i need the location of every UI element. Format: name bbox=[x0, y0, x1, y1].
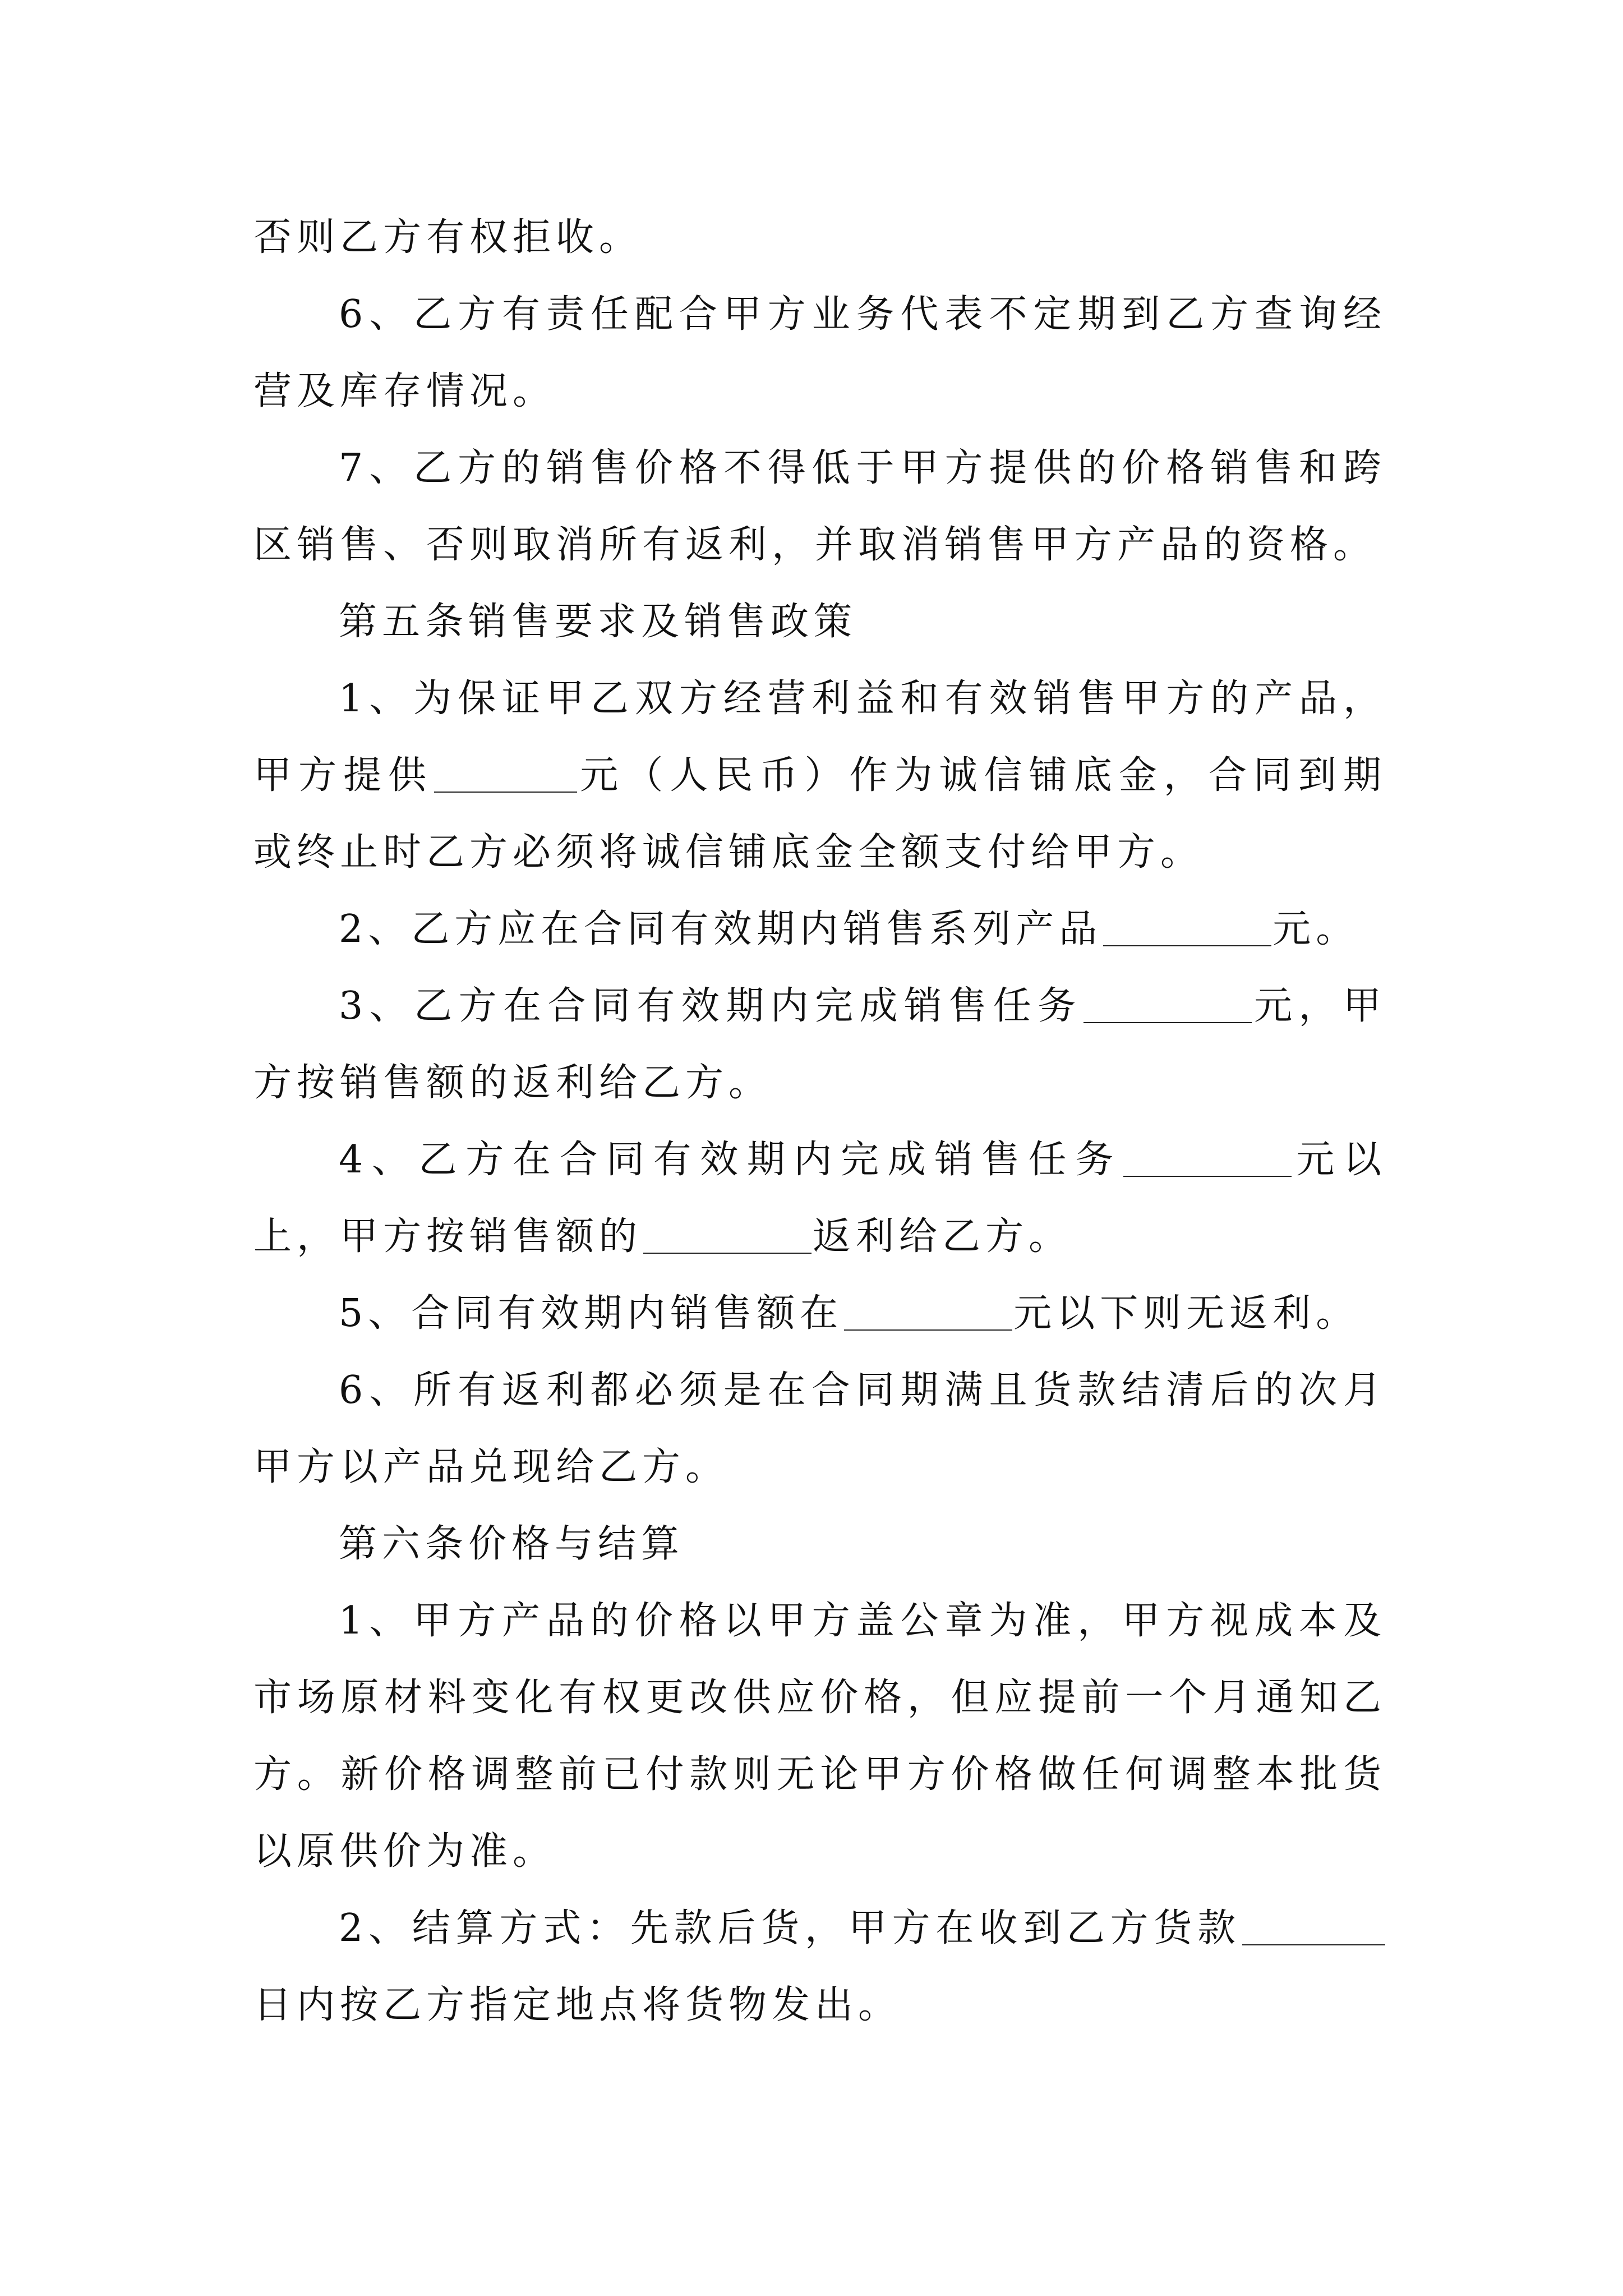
paragraph-text: 6、所有返利都必须是在合同期满且货款结清后的次月甲方以产品兑现给乙方。 bbox=[253, 1368, 1386, 1489]
paragraph-text: 元以上，甲方按销售额的 bbox=[253, 1138, 1386, 1259]
paragraph-text: 否则乙方有权拒收。 bbox=[253, 215, 643, 260]
paragraph-text: 4、乙方在合同有效期内完成销售任务 bbox=[339, 1138, 1122, 1182]
paragraph-text: 元以下则无返利。 bbox=[1013, 1291, 1359, 1336]
fill-in-blank bbox=[844, 1291, 1012, 1331]
paragraph-article6-item2 bbox=[253, 1890, 1386, 2044]
paragraph-text: 元。 bbox=[1272, 907, 1359, 951]
paragraph-text: 元，甲方按销售额的返利给乙方。 bbox=[253, 984, 1386, 1105]
paragraph-article5-item4 bbox=[253, 1121, 1386, 1275]
paragraph-text: 日内按乙方指定地点将货物发出。 bbox=[253, 1983, 902, 2027]
fill-in-blank bbox=[1123, 1138, 1292, 1177]
paragraph-reject-clause bbox=[253, 199, 1386, 276]
paragraph-clause-6-inventory bbox=[253, 276, 1386, 430]
heading-text: 第六条价格与结算 bbox=[339, 1522, 685, 1566]
paragraph-text: 2、乙方应在合同有效期内销售系列产品 bbox=[339, 907, 1103, 951]
paragraph-article5-item5 bbox=[253, 1275, 1386, 1352]
fill-in-blank bbox=[1242, 1906, 1385, 1945]
fill-in-blank bbox=[434, 753, 577, 793]
fill-in-blank bbox=[1083, 984, 1252, 1023]
paragraph-article5-item1 bbox=[253, 660, 1386, 891]
paragraph-text: 1、为保证甲乙双方经营利益和有效销售甲方的产品，甲方提供 bbox=[253, 677, 1386, 798]
paragraph-text: 3、乙方在合同有效期内完成销售任务 bbox=[339, 984, 1082, 1028]
heading-text: 第五条销售要求及销售政策 bbox=[339, 600, 857, 644]
section-heading-article-5 bbox=[253, 583, 1386, 660]
section-heading-article-6 bbox=[253, 1506, 1386, 1582]
fill-in-blank bbox=[643, 1214, 811, 1254]
fill-in-blank bbox=[1103, 907, 1271, 946]
paragraph-article5-item3 bbox=[253, 968, 1386, 1121]
paragraph-article5-item2 bbox=[253, 891, 1386, 968]
paragraph-text: 1、甲方产品的价格以甲方盖公章为准，甲方视成本及市场原材料变化有权更改供应价格，但应提前一个月通知乙方。新价格调整前已付款则无论甲方价格做任何调整本批货以原供价为准。 bbox=[253, 1599, 1386, 1874]
paragraph-text: 6、乙方有责任配合甲方业务代表不定期到乙方查询经营及库存情况。 bbox=[253, 292, 1386, 413]
contract-text bbox=[253, 199, 1386, 2044]
paragraph-text: 5、合同有效期内销售额在 bbox=[339, 1291, 843, 1336]
paragraph-text: 返利给乙方。 bbox=[813, 1214, 1072, 1259]
paragraph-text: 7、乙方的销售价格不得低于甲方提供的价格销售和跨区销售、否则取消所有返利，并取消销售甲方产品的资格。 bbox=[253, 446, 1386, 567]
paragraph-text: 2、结算方式：先款后货，甲方在收到乙方货款 bbox=[339, 1906, 1241, 1950]
paragraph-text: 元（人民币）作为诚信铺底金，合同到期或终止时乙方必须将诚信铺底金全额支付给甲方。 bbox=[253, 753, 1386, 875]
paragraph-article6-item1 bbox=[253, 1582, 1386, 1890]
paragraph-clause-7-pricing bbox=[253, 430, 1386, 583]
paragraph-article5-item6 bbox=[253, 1352, 1386, 1506]
